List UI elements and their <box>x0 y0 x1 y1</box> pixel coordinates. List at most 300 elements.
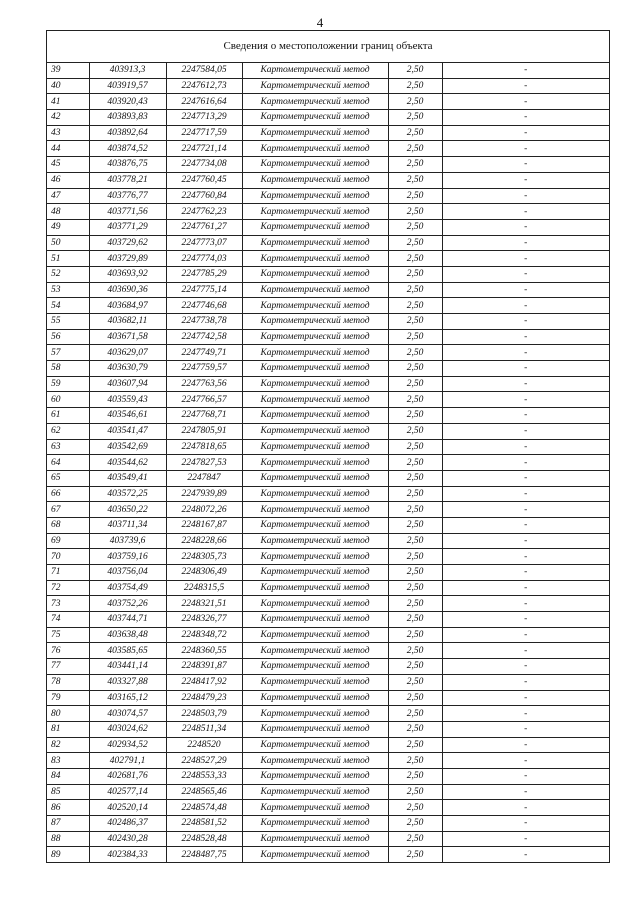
table-row <box>47 110 609 126</box>
y-coordinate-cell: 2247774,03 <box>166 251 242 267</box>
point-number-cell: 71 <box>47 565 89 581</box>
point-number-cell: 44 <box>47 141 89 157</box>
description-cell: - <box>442 580 609 596</box>
table-row <box>47 706 609 722</box>
method-cell: Картометрический метод <box>242 737 388 753</box>
description-cell: - <box>442 486 609 502</box>
point-number-cell: 40 <box>47 78 89 94</box>
point-number-cell: 45 <box>47 157 89 173</box>
point-number-cell: 59 <box>47 376 89 392</box>
y-coordinate-cell: 2247749,71 <box>166 345 242 361</box>
description-cell: - <box>442 470 609 486</box>
description-cell: - <box>442 235 609 251</box>
x-coordinate-cell: 402430,28 <box>89 831 166 847</box>
y-coordinate-cell: 2247805,91 <box>166 423 242 439</box>
method-cell: Картометрический метод <box>242 816 388 832</box>
y-coordinate-cell: 2247760,45 <box>166 172 242 188</box>
accuracy-cell: 2,50 <box>388 78 442 94</box>
description-cell: - <box>442 753 609 769</box>
description-cell: - <box>442 674 609 690</box>
point-number-cell: 82 <box>47 737 89 753</box>
x-coordinate-cell: 403165,12 <box>89 690 166 706</box>
method-cell: Картометрический метод <box>242 721 388 737</box>
accuracy-cell: 2,50 <box>388 125 442 141</box>
accuracy-cell: 2,50 <box>388 63 442 78</box>
table-row <box>47 235 609 251</box>
accuracy-cell: 2,50 <box>388 831 442 847</box>
table-row <box>47 502 609 518</box>
point-number-cell: 39 <box>47 63 89 78</box>
accuracy-cell: 2,50 <box>388 565 442 581</box>
point-number-cell: 64 <box>47 455 89 471</box>
accuracy-cell: 2,50 <box>388 235 442 251</box>
x-coordinate-cell: 403684,97 <box>89 298 166 314</box>
point-number-cell: 67 <box>47 502 89 518</box>
point-number-cell: 77 <box>47 659 89 675</box>
table-row <box>47 816 609 832</box>
description-cell: - <box>442 314 609 330</box>
method-cell: Картометрический метод <box>242 847 388 862</box>
description-cell: - <box>442 188 609 204</box>
method-cell: Картометрический метод <box>242 800 388 816</box>
description-cell: - <box>442 125 609 141</box>
table-row <box>47 251 609 267</box>
table-row <box>47 329 609 345</box>
method-cell: Картометрический метод <box>242 204 388 220</box>
accuracy-cell: 2,50 <box>388 627 442 643</box>
method-cell: Картометрический метод <box>242 455 388 471</box>
x-coordinate-cell: 402681,76 <box>89 768 166 784</box>
y-coordinate-cell: 2247827,53 <box>166 455 242 471</box>
description-cell: - <box>442 78 609 94</box>
table-row <box>47 314 609 330</box>
accuracy-cell: 2,50 <box>388 517 442 533</box>
description-cell: - <box>442 768 609 784</box>
description-cell: - <box>524 849 528 860</box>
point-number-cell: 57 <box>47 345 89 361</box>
y-coordinate-cell: 2247721,14 <box>166 141 242 157</box>
y-coordinate-cell: 2248305,73 <box>166 549 242 565</box>
table-row <box>47 282 609 298</box>
y-coordinate-cell: 2247762,23 <box>166 204 242 220</box>
y-coordinate-cell: 2247717,59 <box>166 125 242 141</box>
accuracy-cell: 2,50 <box>388 455 442 471</box>
x-coordinate-cell: 403327,88 <box>89 674 166 690</box>
point-number-cell: 53 <box>47 282 89 298</box>
x-coordinate-cell: 403874,52 <box>89 141 166 157</box>
accuracy-cell: 2,50 <box>388 110 442 126</box>
method-cell: Картометрический метод <box>242 549 388 565</box>
method-cell: Картометрический метод <box>242 188 388 204</box>
point-number-cell: 80 <box>47 706 89 722</box>
point-number-cell: 41 <box>47 94 89 110</box>
table-row <box>47 470 609 486</box>
table-row <box>47 188 609 204</box>
x-coordinate-cell: 403892,64 <box>89 125 166 141</box>
y-coordinate-cell: 2247612,73 <box>166 78 242 94</box>
x-coordinate-cell: 402791,1 <box>89 753 166 769</box>
y-coordinate-cell: 2248391,87 <box>166 659 242 675</box>
y-coordinate-cell: 2248228,66 <box>166 533 242 549</box>
x-coordinate-cell: 403919,57 <box>89 78 166 94</box>
description-cell: - <box>442 110 609 126</box>
description-cell: - <box>442 549 609 565</box>
y-coordinate-cell: 2247773,07 <box>166 235 242 251</box>
accuracy-cell: 2,50 <box>388 800 442 816</box>
x-coordinate-cell: 403559,43 <box>89 392 166 408</box>
description-cell: - <box>442 219 609 235</box>
table-row <box>47 125 609 141</box>
description-cell: - <box>442 737 609 753</box>
accuracy-cell: 2,50 <box>388 94 442 110</box>
table-row <box>47 627 609 643</box>
method-cell: Картометрический метод <box>242 282 388 298</box>
y-coordinate-cell: 2248487,75 <box>166 847 242 862</box>
table-row <box>47 392 609 408</box>
accuracy-cell: 2,50 <box>388 345 442 361</box>
description-cell: - <box>442 298 609 314</box>
point-number-cell: 65 <box>47 470 89 486</box>
y-coordinate-cell: 2247775,14 <box>166 282 242 298</box>
y-coordinate-cell: 2247763,56 <box>166 376 242 392</box>
point-number-cell: 73 <box>47 596 89 612</box>
point-number-cell: 89 <box>47 847 89 862</box>
x-coordinate-cell: 403752,26 <box>89 596 166 612</box>
point-number-cell: 46 <box>47 172 89 188</box>
description-cell: - <box>442 643 609 659</box>
x-coordinate-cell: 403913,3 <box>89 63 166 78</box>
point-number-cell: 76 <box>47 643 89 659</box>
accuracy-cell: 2,50 <box>388 266 442 282</box>
x-coordinate-cell: 403629,07 <box>89 345 166 361</box>
y-coordinate-cell: 2247766,57 <box>166 392 242 408</box>
description-cell: - <box>442 533 609 549</box>
description-cell: - <box>442 408 609 424</box>
x-coordinate-cell: 402577,14 <box>89 784 166 800</box>
description-cell: - <box>442 706 609 722</box>
table-row <box>47 674 609 690</box>
point-number-cell: 43 <box>47 125 89 141</box>
point-number-cell: 47 <box>47 188 89 204</box>
accuracy-cell: 2,50 <box>388 141 442 157</box>
point-number-cell: 75 <box>47 627 89 643</box>
method-cell: Картометрический метод <box>242 439 388 455</box>
accuracy-cell: 2,50 <box>388 314 442 330</box>
point-number-cell: 68 <box>47 517 89 533</box>
y-coordinate-cell: 2248479,23 <box>166 690 242 706</box>
accuracy-cell: 2,50 <box>388 298 442 314</box>
y-coordinate-cell: 2248528,48 <box>166 831 242 847</box>
method-cell: Картометрический метод <box>242 706 388 722</box>
accuracy-cell: 2,50 <box>388 643 442 659</box>
description-cell: - <box>442 204 609 220</box>
point-number-cell: 70 <box>47 549 89 565</box>
point-number-cell: 60 <box>47 392 89 408</box>
x-coordinate-cell: 403893,83 <box>89 110 166 126</box>
y-coordinate-cell: 2247761,27 <box>166 219 242 235</box>
y-coordinate-cell: 2247760,84 <box>166 188 242 204</box>
description-cell: - <box>442 721 609 737</box>
accuracy-cell: 2,50 <box>388 408 442 424</box>
method-cell: Картометрический метод <box>242 78 388 94</box>
x-coordinate-cell: 403544,62 <box>89 455 166 471</box>
x-coordinate-cell: 403729,62 <box>89 235 166 251</box>
accuracy-cell: 2,50 <box>388 721 442 737</box>
point-number-cell: 58 <box>47 361 89 377</box>
table-row <box>47 141 609 157</box>
y-coordinate-cell: 2248565,46 <box>166 784 242 800</box>
point-number-cell: 78 <box>47 674 89 690</box>
y-coordinate-cell: 2248321,51 <box>166 596 242 612</box>
x-coordinate-cell: 403585,65 <box>89 643 166 659</box>
table-row <box>47 737 609 753</box>
table-row <box>47 78 609 94</box>
table-row <box>47 612 609 628</box>
table-row <box>47 580 609 596</box>
method-cell: Картометрический метод <box>242 314 388 330</box>
y-coordinate-cell: 2248072,26 <box>166 502 242 518</box>
description-cell: - <box>442 141 609 157</box>
accuracy-cell: 2,50 <box>388 502 442 518</box>
y-coordinate-cell: 2247742,58 <box>166 329 242 345</box>
x-coordinate-cell: 403441,14 <box>89 659 166 675</box>
x-coordinate-cell: 403756,04 <box>89 565 166 581</box>
point-number-cell: 87 <box>47 816 89 832</box>
accuracy-cell: 2,50 <box>388 361 442 377</box>
method-cell: Картометрический метод <box>242 172 388 188</box>
table-row <box>47 204 609 220</box>
accuracy-cell: 2,50 <box>388 847 442 862</box>
y-coordinate-cell: 2247584,05 <box>166 63 242 78</box>
accuracy-cell: 2,50 <box>388 659 442 675</box>
y-coordinate-cell: 2247746,68 <box>166 298 242 314</box>
table-row <box>47 549 609 565</box>
point-number-cell: 69 <box>47 533 89 549</box>
point-number-cell: 52 <box>47 266 89 282</box>
method-cell: Картометрический метод <box>242 502 388 518</box>
point-number-cell: 61 <box>47 408 89 424</box>
x-coordinate-cell: 403024,62 <box>89 721 166 737</box>
point-number-cell: 81 <box>47 721 89 737</box>
accuracy-cell: 2,50 <box>388 219 442 235</box>
description-cell: - <box>442 612 609 628</box>
accuracy-cell: 2,50 <box>388 816 442 832</box>
y-coordinate-cell: 2248326,77 <box>166 612 242 628</box>
accuracy-cell: 2,50 <box>388 157 442 173</box>
description-cell: - <box>442 157 609 173</box>
table-row <box>47 784 609 800</box>
method-cell: Картометрический метод <box>242 517 388 533</box>
table-row <box>47 565 609 581</box>
x-coordinate-cell: 403542,69 <box>89 439 166 455</box>
description-cell: - <box>442 690 609 706</box>
y-coordinate-cell: 2247616,64 <box>166 94 242 110</box>
accuracy-cell: 2,50 <box>388 486 442 502</box>
point-number-cell: 72 <box>47 580 89 596</box>
point-number-cell: 63 <box>47 439 89 455</box>
x-coordinate-cell: 403778,21 <box>89 172 166 188</box>
method-cell: Картометрический метод <box>242 110 388 126</box>
y-coordinate-cell: 2248520 <box>166 737 242 753</box>
method-cell: Картометрический метод <box>242 470 388 486</box>
x-coordinate-cell: 403638,48 <box>89 627 166 643</box>
coordinates-table-body <box>47 63 609 862</box>
description-cell: - <box>442 376 609 392</box>
point-number-cell: 42 <box>47 110 89 126</box>
method-cell: Картометрический метод <box>242 784 388 800</box>
x-coordinate-cell: 403771,56 <box>89 204 166 220</box>
method-cell: Картометрический метод <box>242 376 388 392</box>
point-number-cell: 56 <box>47 329 89 345</box>
x-coordinate-cell: 402934,52 <box>89 737 166 753</box>
description-cell: - <box>442 361 609 377</box>
description-cell: - <box>442 63 609 78</box>
y-coordinate-cell: 2247939,89 <box>166 486 242 502</box>
method-cell: Картометрический метод <box>242 329 388 345</box>
description-cell: - <box>442 94 609 110</box>
accuracy-cell: 2,50 <box>388 392 442 408</box>
point-number-cell: 62 <box>47 423 89 439</box>
point-number-cell: 88 <box>47 831 89 847</box>
point-number-cell: 49 <box>47 219 89 235</box>
description-cell: - <box>442 266 609 282</box>
method-cell: Картометрический метод <box>242 94 388 110</box>
description-cell: - <box>442 345 609 361</box>
boundary-section <box>46 30 610 863</box>
y-coordinate-cell: 2248417,92 <box>166 674 242 690</box>
x-coordinate-cell: 403876,75 <box>89 157 166 173</box>
method-cell: Картометрический метод <box>242 690 388 706</box>
table-row <box>47 455 609 471</box>
table-row <box>47 266 609 282</box>
x-coordinate-cell: 403754,49 <box>89 580 166 596</box>
method-cell: Картометрический метод <box>242 392 388 408</box>
accuracy-cell: 2,50 <box>388 423 442 439</box>
x-coordinate-cell: 403729,89 <box>89 251 166 267</box>
table-row <box>47 157 609 173</box>
description-cell: - <box>442 517 609 533</box>
table-row <box>47 768 609 784</box>
y-coordinate-cell: 2247785,29 <box>166 266 242 282</box>
accuracy-cell: 2,50 <box>388 470 442 486</box>
y-coordinate-cell: 2248553,33 <box>166 768 242 784</box>
y-coordinate-cell: 2248511,34 <box>166 721 242 737</box>
x-coordinate-cell: 403739,6 <box>89 533 166 549</box>
y-coordinate-cell: 2247713,29 <box>166 110 242 126</box>
y-coordinate-cell: 2247738,78 <box>166 314 242 330</box>
x-coordinate-cell: 403693,92 <box>89 266 166 282</box>
y-coordinate-cell: 2247734,08 <box>166 157 242 173</box>
accuracy-cell: 2,50 <box>388 596 442 612</box>
accuracy-cell: 2,50 <box>388 706 442 722</box>
point-number-cell: 54 <box>47 298 89 314</box>
point-number-cell: 66 <box>47 486 89 502</box>
method-cell: Картометрический метод <box>242 831 388 847</box>
accuracy-cell: 2,50 <box>388 612 442 628</box>
description-cell: - <box>442 831 609 847</box>
table-row <box>47 517 609 533</box>
description-cell: - <box>442 565 609 581</box>
method-cell: Картометрический метод <box>242 235 388 251</box>
description-cell: - <box>442 784 609 800</box>
table-row <box>47 847 609 862</box>
method-cell: Картометрический метод <box>242 768 388 784</box>
x-coordinate-cell: 403690,36 <box>89 282 166 298</box>
point-number-cell: 74 <box>47 612 89 628</box>
method-cell: Картометрический метод <box>242 266 388 282</box>
description-cell: - <box>442 659 609 675</box>
accuracy-cell: 2,50 <box>388 439 442 455</box>
description-cell: - <box>442 816 609 832</box>
x-coordinate-cell: 403682,11 <box>89 314 166 330</box>
x-coordinate-cell: 403711,34 <box>89 517 166 533</box>
description-cell: - <box>442 455 609 471</box>
point-number-cell: 48 <box>47 204 89 220</box>
y-coordinate-cell: 2248527,29 <box>166 753 242 769</box>
method-cell: Картометрический метод <box>242 659 388 675</box>
y-coordinate-cell: 2248167,87 <box>166 517 242 533</box>
y-coordinate-cell: 2248581,52 <box>166 816 242 832</box>
method-cell: Картометрический метод <box>242 612 388 628</box>
table-row <box>47 219 609 235</box>
table-row <box>47 345 609 361</box>
description-cell: - <box>442 392 609 408</box>
x-coordinate-cell: 402486,37 <box>89 816 166 832</box>
table-row <box>47 831 609 847</box>
description-cell: - <box>442 502 609 518</box>
point-number-cell: 55 <box>47 314 89 330</box>
table-row <box>47 172 609 188</box>
method-cell: Картометрический метод <box>242 361 388 377</box>
table-row <box>47 361 609 377</box>
accuracy-cell: 2,50 <box>388 329 442 345</box>
method-cell: Картометрический метод <box>242 298 388 314</box>
accuracy-cell: 2,50 <box>388 549 442 565</box>
accuracy-cell: 2,50 <box>388 753 442 769</box>
accuracy-cell: 2,50 <box>388 188 442 204</box>
point-number-cell: 79 <box>47 690 89 706</box>
x-coordinate-cell: 403759,16 <box>89 549 166 565</box>
point-number-cell: 50 <box>47 235 89 251</box>
y-coordinate-cell: 2247818,65 <box>166 439 242 455</box>
y-coordinate-cell: 2248315,5 <box>166 580 242 596</box>
x-coordinate-cell: 403776,77 <box>89 188 166 204</box>
method-cell: Картометрический метод <box>242 125 388 141</box>
method-cell: Картометрический метод <box>242 753 388 769</box>
x-coordinate-cell: 403671,58 <box>89 329 166 345</box>
description-cell: - <box>442 423 609 439</box>
point-number-cell: 85 <box>47 784 89 800</box>
description-cell: - <box>442 596 609 612</box>
method-cell: Картометрический метод <box>242 157 388 173</box>
accuracy-cell: 2,50 <box>388 768 442 784</box>
table-row <box>47 596 609 612</box>
method-cell: Картометрический метод <box>242 486 388 502</box>
x-coordinate-cell: 403744,71 <box>89 612 166 628</box>
method-cell: Картометрический метод <box>242 596 388 612</box>
table-row <box>47 63 609 78</box>
y-coordinate-cell: 2247768,71 <box>166 408 242 424</box>
point-number-cell: 83 <box>47 753 89 769</box>
x-coordinate-cell: 403920,43 <box>89 94 166 110</box>
accuracy-cell: 2,50 <box>388 172 442 188</box>
table-row <box>47 659 609 675</box>
accuracy-cell: 2,50 <box>388 784 442 800</box>
table-row <box>47 533 609 549</box>
method-cell: Картометрический метод <box>242 674 388 690</box>
x-coordinate-cell: 403549,41 <box>89 470 166 486</box>
accuracy-cell: 2,50 <box>388 580 442 596</box>
